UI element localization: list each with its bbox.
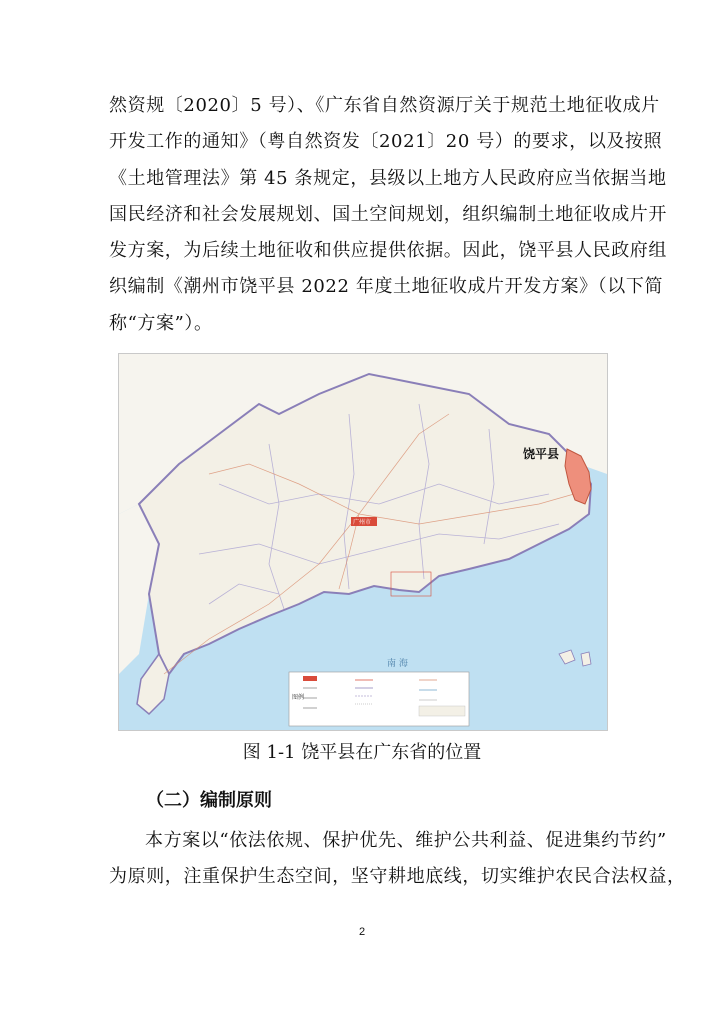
paragraph-1 [109, 88, 667, 342]
paragraph-line: 为原则，注重保护生态空间，坚守耕地底线，切实维护农民合法权益， [109, 866, 686, 888]
guangdong-location-map [118, 353, 608, 731]
guangzhou-label: 广州市 [353, 519, 372, 526]
paragraph-line: 发方案，为后续土地征收和供应提供依据。因此，饶平县人民政府组 [109, 240, 667, 262]
paragraph-line: 本方案以“依法依规、保护优先、维护公共利益、促进集约节约” [145, 830, 667, 851]
paragraph-line: 然资规〔2020〕5 号）、《广东省自然资源厅关于规范土地征收成片 [109, 95, 660, 116]
map-legend [289, 672, 469, 726]
raoping-label: 饶平县 [523, 447, 560, 461]
island [581, 652, 591, 666]
sea-label: 南 海 [387, 659, 408, 669]
page-number: 2 [358, 926, 366, 938]
section-heading: （二）编制原则 [146, 790, 272, 811]
paragraph-line: 开发工作的通知》（粤自然资发〔2021〕20 号）的要求，以及按照 [109, 131, 663, 153]
paragraph-line: 织编制《潮州市饶平县 2022 年度土地征收成片开发方案》（以下简 [109, 276, 664, 298]
legend-title: 图例 [292, 694, 305, 701]
paragraph-line: 称“方案”）。 [109, 312, 213, 334]
figure-caption: 图 1-1 饶平县在广东省的位置 [242, 742, 482, 763]
map-svg [119, 354, 607, 730]
paragraph-line: 国民经济和社会发展规划、国土空间规划，组织编制土地征收成片开 [109, 203, 667, 225]
paragraph-line: 《土地管理法》第 45 条规定，县级以上地方人民政府应当依据当地 [109, 167, 667, 189]
paragraph-2 [109, 823, 686, 896]
